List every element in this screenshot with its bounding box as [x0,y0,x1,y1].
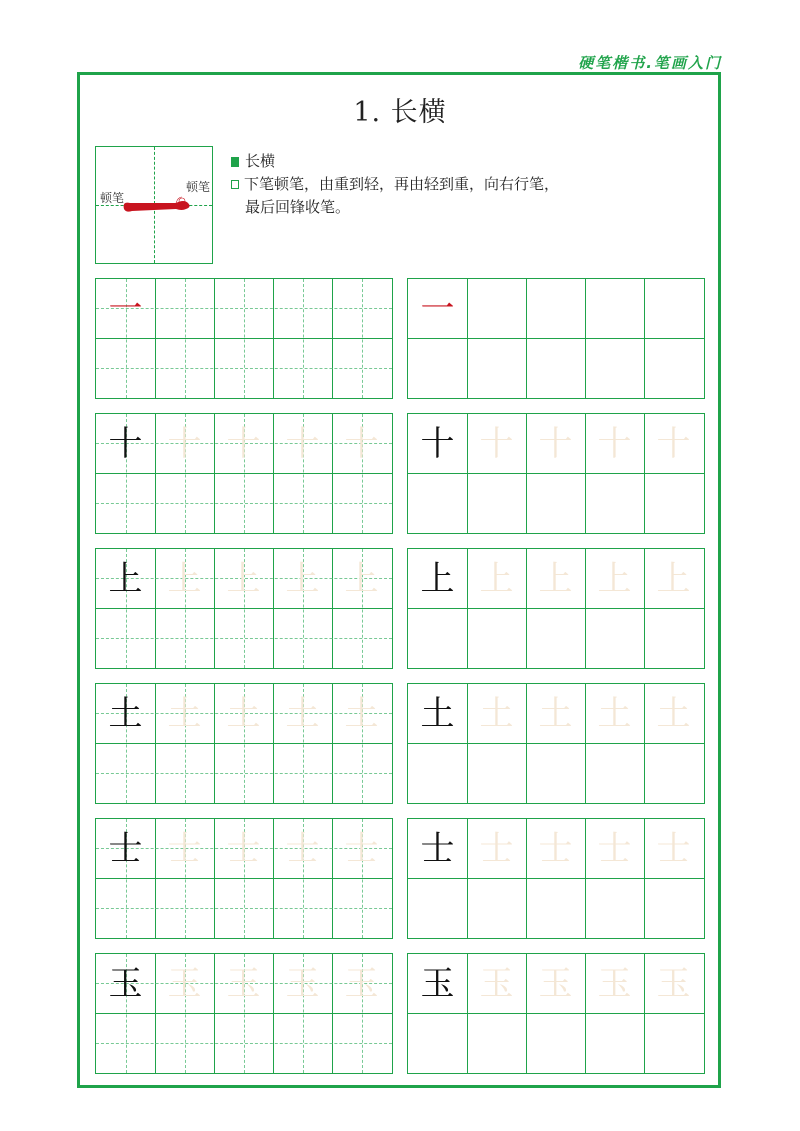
grid-row-line [408,608,704,609]
trace-character: 玉 [344,963,379,1004]
trace-character: 十 [167,423,202,464]
model-character: 玉 [420,963,455,1004]
trace-character: 士 [656,828,691,869]
trace-character: 土 [285,693,320,734]
trace-character: 十 [226,423,261,464]
practice-grid-dotted [95,953,393,1074]
practice-grid-plain [407,818,705,939]
book-header: 硬笔楷书.笔画入门 [578,54,722,72]
cell-middle-guide [96,638,392,639]
model-character: 土 [108,693,143,734]
trace-character: 十 [656,423,691,464]
model-character: 士 [420,828,455,869]
grid-row-line [408,338,704,339]
model-character: 十 [108,423,143,464]
cell-middle-guide [96,503,392,504]
trace-character: 玉 [167,963,202,1004]
description-heading: 长横 [245,152,276,170]
demo-label-left: 顿笔 [100,191,125,205]
practice-grid-plain [407,953,705,1074]
trace-character: 上 [167,558,202,599]
trace-character: 玉 [656,963,691,1004]
practice-grid-plain [407,278,705,399]
practice-grid-dotted [95,413,393,534]
practice-grid-plain [407,548,705,669]
trace-character: 土 [479,693,514,734]
cell-center-guide [362,279,363,398]
filled-square-bullet-icon [231,157,239,167]
trace-character: 玉 [538,963,573,1004]
description-line-1: 下笔顿笔，由重到轻，再由轻到重，向右行笔， [244,175,560,193]
trace-character: 土 [167,693,202,734]
cell-middle-guide [96,1043,392,1044]
trace-character: 上 [344,558,379,599]
trace-character: 士 [226,828,261,869]
practice-grid-dotted [95,818,393,939]
trace-character: 士 [167,828,202,869]
trace-character: 土 [538,693,573,734]
grid-row-line [408,1013,704,1014]
trace-character: 上 [656,558,691,599]
lesson-title: 1. 长横 [353,97,447,128]
practice-grid-dotted [95,548,393,669]
cell-middle-guide [96,908,392,909]
practice-grid-plain [407,683,705,804]
trace-character: 士 [538,828,573,869]
trace-character: 玉 [479,963,514,1004]
cell-center-guide [244,279,245,398]
trace-character: 上 [226,558,261,599]
cell-middle-guide [96,773,392,774]
stroke-description [231,150,559,219]
trace-character: 十 [479,423,514,464]
description-line-1-row [231,173,559,196]
description-line-2: 最后回锋收笔。 [245,198,351,216]
stroke-demo-box [95,146,213,264]
trace-character: 十 [344,423,379,464]
model-character: 土 [420,693,455,734]
cell-center-guide [185,279,186,398]
trace-character: 士 [285,828,320,869]
trace-character: 士 [479,828,514,869]
trace-character: 土 [344,693,379,734]
demo-label-right: 顿笔 [185,180,210,194]
trace-character: 十 [538,423,573,464]
trace-character: 上 [479,558,514,599]
trace-character: 上 [285,558,320,599]
trace-character: 玉 [597,963,632,1004]
trace-character: 十 [597,423,632,464]
empty-square-bullet-icon [231,180,239,189]
model-character: 玉 [108,963,143,1004]
trace-character: 十 [285,423,320,464]
trace-character: 土 [226,693,261,734]
long-horizontal-stroke-icon [118,187,198,217]
cell-center-guide [303,279,304,398]
practice-grid-plain [407,413,705,534]
practice-grid-dotted [95,683,393,804]
trace-character: 上 [597,558,632,599]
model-character: 一 [420,288,455,329]
trace-character: 玉 [226,963,261,1004]
cell-middle-guide [96,368,392,369]
practice-grid-dotted [95,278,393,399]
model-character: 十 [420,423,455,464]
description-heading-row [231,150,559,173]
trace-character: 士 [344,828,379,869]
trace-character: 士 [597,828,632,869]
trace-character: 土 [597,693,632,734]
trace-character: 玉 [285,963,320,1004]
grid-row-line [408,878,704,879]
grid-row-line [408,743,704,744]
trace-character: 土 [656,693,691,734]
model-character: 士 [108,828,143,869]
model-character: 上 [108,558,143,599]
trace-character: 上 [538,558,573,599]
model-character: 上 [420,558,455,599]
model-character: 一 [108,288,143,329]
grid-row-line [408,473,704,474]
